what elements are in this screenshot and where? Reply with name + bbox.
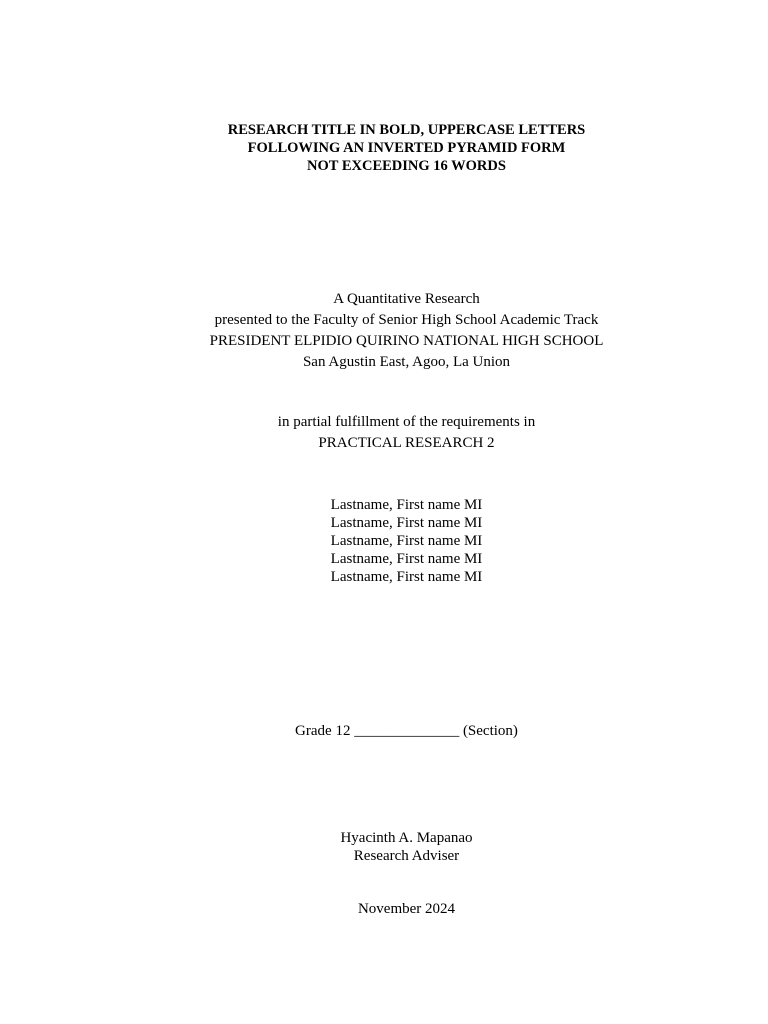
fulfillment-statement: in partial fulfillment of the requirements in <box>277 414 536 430</box>
author-name: Lastname, First name MI <box>330 497 483 513</box>
adviser-name: Hyacinth A. Mapanao <box>340 830 473 846</box>
author-name: Lastname, First name MI <box>330 551 483 567</box>
research-title-line-2: FOLLOWING AN INVERTED PYRAMID FORM <box>247 140 566 156</box>
author-name: Lastname, First name MI <box>330 533 483 549</box>
presented-to: presented to the Faculty of Senior High School Academic Track <box>214 312 599 328</box>
submission-date: November 2024 <box>357 901 456 917</box>
grade-section: Grade 12 ______________ (Section) <box>295 723 518 739</box>
adviser-role: Research Adviser <box>353 848 460 864</box>
subject-name: PRACTICAL RESEARCH 2 <box>318 435 495 451</box>
research-title-line-1: RESEARCH TITLE IN BOLD, UPPERCASE LETTERS <box>227 122 586 138</box>
author-name: Lastname, First name MI <box>330 569 483 585</box>
school-name: PRESIDENT ELPIDIO QUIRINO NATIONAL HIGH SCHOOL <box>209 333 604 349</box>
research-title-line-3: NOT EXCEEDING 16 WORDS <box>307 158 506 174</box>
research-type: A Quantitative Research <box>333 291 480 307</box>
school-address: San Agustin East, Agoo, La Union <box>302 354 511 370</box>
author-name: Lastname, First name MI <box>330 515 483 531</box>
